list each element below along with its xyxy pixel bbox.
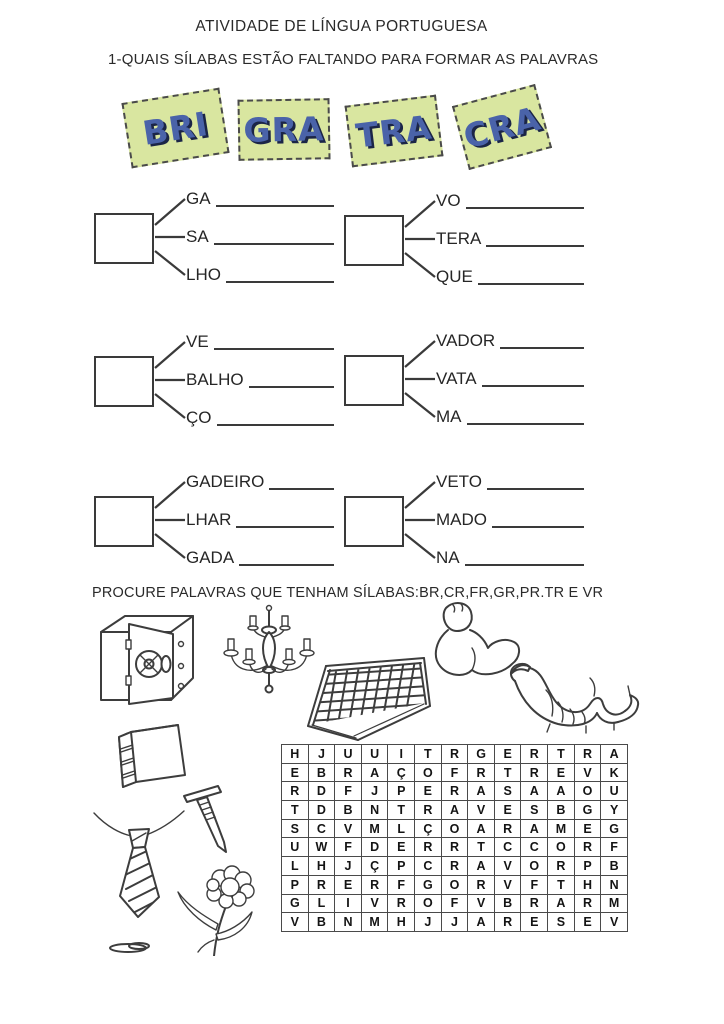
grid-cell: G <box>415 876 442 895</box>
grid-cell: A <box>468 820 495 839</box>
grid-cell: B <box>335 801 362 820</box>
word-ending-row <box>186 331 334 353</box>
answer-blank-line <box>465 564 584 566</box>
grid-cell: V <box>468 895 495 914</box>
grid-cell: V <box>601 913 628 932</box>
grid-cell: H <box>575 876 602 895</box>
word-search-grid <box>281 744 628 932</box>
grid-cell: V <box>495 857 522 876</box>
word-diagram <box>92 186 334 300</box>
grid-cell: R <box>442 838 469 857</box>
word-ending-row <box>436 406 584 428</box>
grid-cell: B <box>548 801 575 820</box>
answer-blank-line <box>239 564 334 566</box>
word-ending-row <box>186 264 334 286</box>
ending-label: SA <box>186 227 209 246</box>
missing-syllable-box <box>94 213 154 264</box>
answer-blank-line <box>486 245 584 247</box>
word-ending-row <box>436 330 584 352</box>
grid-cell: H <box>388 913 415 932</box>
grid-cell: M <box>601 895 628 914</box>
grid-cell: H <box>282 745 309 764</box>
branch-lines <box>154 469 188 583</box>
grid-cell: N <box>362 801 389 820</box>
grid-cell: A <box>548 895 575 914</box>
grid-cell: J <box>362 782 389 801</box>
grid-cell: Ç <box>415 820 442 839</box>
grid-cell: A <box>468 857 495 876</box>
answer-blank-line <box>500 347 584 349</box>
grid-cell: R <box>521 895 548 914</box>
grid-cell: G <box>468 745 495 764</box>
ending-label: TERA <box>436 229 482 248</box>
worm-image <box>502 656 640 742</box>
grid-cell: T <box>548 876 575 895</box>
grid-cell: T <box>468 838 495 857</box>
ending-label: NA <box>436 548 460 567</box>
grid-cell: R <box>388 895 415 914</box>
question-1: 1-QUAIS SÍLABAS ESTÃO FALTANDO PARA FORMAR AS PALAVRAS <box>108 51 599 68</box>
answer-blank-line <box>217 424 335 426</box>
branch-lines <box>404 469 438 583</box>
grid-cell: S <box>282 820 309 839</box>
grid-cell: R <box>282 782 309 801</box>
grid-cell: R <box>442 782 469 801</box>
word-ending-row <box>186 188 334 210</box>
grid-cell: I <box>335 895 362 914</box>
syllable-tile-tra: TRA <box>345 95 444 168</box>
branch-lines <box>154 186 188 300</box>
grid-cell: B <box>601 857 628 876</box>
ending-label: QUE <box>436 267 473 286</box>
grid-cell: R <box>468 876 495 895</box>
grid-cell: M <box>362 913 389 932</box>
grid-cell: T <box>415 745 442 764</box>
grid-cell: E <box>575 913 602 932</box>
ending-label: VO <box>436 191 461 210</box>
grid-cell: D <box>309 782 336 801</box>
grid-cell: M <box>548 820 575 839</box>
grid-cell: J <box>335 857 362 876</box>
word-ending-row <box>186 369 334 391</box>
word-diagram <box>92 329 334 443</box>
word-diagram <box>342 188 584 302</box>
grid-cell: E <box>415 782 442 801</box>
grid-cell: Y <box>601 801 628 820</box>
answer-blank-line <box>236 526 334 528</box>
partial-colored-image <box>108 941 154 953</box>
grid-cell: V <box>335 820 362 839</box>
word-ending-row <box>186 226 334 248</box>
grid-cell: A <box>601 745 628 764</box>
grid-cell: P <box>575 857 602 876</box>
grid-cell: A <box>362 764 389 783</box>
answer-blank-line <box>214 243 334 245</box>
grid-cell: O <box>575 782 602 801</box>
grid-cell: K <box>601 764 628 783</box>
grid-cell: J <box>442 913 469 932</box>
grid-cell: R <box>415 838 442 857</box>
grid-cell: F <box>442 764 469 783</box>
grid-cell: U <box>601 782 628 801</box>
branch-lines <box>154 329 188 443</box>
syllable-tile-cra: CRA <box>452 84 552 170</box>
grid-cell: F <box>601 838 628 857</box>
grid-cell: R <box>521 764 548 783</box>
word-diagram <box>92 469 334 583</box>
grid-cell: F <box>388 876 415 895</box>
ending-label: GADA <box>186 548 235 567</box>
ending-label: BALHO <box>186 370 244 389</box>
grid-cell: E <box>335 876 362 895</box>
grid-cell: V <box>362 895 389 914</box>
grid-cell: L <box>282 857 309 876</box>
grid-cell: W <box>309 838 336 857</box>
grid-cell: B <box>309 764 336 783</box>
grid-cell: M <box>362 820 389 839</box>
missing-syllable-box <box>344 496 404 547</box>
grid-cell: U <box>282 838 309 857</box>
answer-blank-line <box>226 281 334 283</box>
grid-cell: J <box>415 913 442 932</box>
answer-blank-line <box>216 205 334 207</box>
grid-cell: U <box>335 745 362 764</box>
answer-blank-line <box>269 488 334 490</box>
grid-cell: R <box>521 745 548 764</box>
answer-blank-line <box>214 348 334 350</box>
grid-cell: R <box>309 876 336 895</box>
grid-cell: P <box>282 876 309 895</box>
word-ending-row <box>186 547 334 569</box>
grid-cell: F <box>521 876 548 895</box>
grid-cell: J <box>309 745 336 764</box>
grid-cell: E <box>495 745 522 764</box>
ending-label: ÇO <box>186 408 212 427</box>
grid-cell: U <box>362 745 389 764</box>
grid-cell: V <box>575 764 602 783</box>
grid-cell: A <box>548 782 575 801</box>
ending-label: GADEIRO <box>186 472 265 491</box>
ending-label: VETO <box>436 472 482 491</box>
ending-label: MADO <box>436 510 487 529</box>
word-ending-row <box>436 471 584 493</box>
grid-cell: E <box>282 764 309 783</box>
grid-cell: B <box>309 913 336 932</box>
grid-cell: H <box>309 857 336 876</box>
missing-syllable-box <box>344 215 404 266</box>
word-ending-row <box>186 509 334 531</box>
ending-label: LHAR <box>186 510 232 529</box>
grid-cell: E <box>495 801 522 820</box>
grid-cell: F <box>442 895 469 914</box>
grid-cell: P <box>388 857 415 876</box>
carnation-flower-image <box>168 864 266 956</box>
grid-cell: R <box>415 801 442 820</box>
grid-cell: A <box>468 913 495 932</box>
grid-cell: E <box>388 838 415 857</box>
word-ending-row <box>436 266 584 288</box>
grid-cell: T <box>548 745 575 764</box>
answer-blank-line <box>492 526 584 528</box>
grid-cell: T <box>495 764 522 783</box>
page-title: ATIVIDADE DE LÍNGUA PORTUGUESA <box>195 18 488 35</box>
grid-cell: F <box>335 838 362 857</box>
syllable-tile-bri: BRI <box>121 88 229 169</box>
word-diagram <box>342 328 584 442</box>
word-ending-row <box>436 547 584 569</box>
grid-cell: D <box>309 801 336 820</box>
grid-cell: N <box>601 876 628 895</box>
branch-lines <box>404 328 438 442</box>
grid-cell: G <box>601 820 628 839</box>
grid-cell: O <box>442 820 469 839</box>
question-2: PROCURE PALAVRAS QUE TENHAM SÍLABAS:BR,CR,FR,GR,PR.TR E VR <box>92 585 604 601</box>
word-ending-row <box>436 509 584 531</box>
grid-cell: V <box>282 913 309 932</box>
word-ending-row <box>186 407 334 429</box>
grid-cell: N <box>335 913 362 932</box>
grid-cell: O <box>442 876 469 895</box>
grid-cell: R <box>335 764 362 783</box>
word-ending-row <box>436 368 584 390</box>
grid-cell: V <box>468 801 495 820</box>
answer-blank-line <box>249 386 334 388</box>
safe-image <box>93 610 205 710</box>
ending-label: VE <box>186 332 209 351</box>
grid-cell: Ç <box>362 857 389 876</box>
grid-cell: R <box>495 820 522 839</box>
grid-cell: O <box>521 857 548 876</box>
word-ending-row <box>186 471 334 493</box>
grid-cell: R <box>575 895 602 914</box>
grid-cell: R <box>442 745 469 764</box>
ending-label: LHO <box>186 265 221 284</box>
grid-cell: P <box>388 782 415 801</box>
grid-cell: C <box>309 820 336 839</box>
grid-cell: G <box>575 801 602 820</box>
grid-cell: C <box>415 857 442 876</box>
grid-cell: O <box>415 764 442 783</box>
word-ending-row <box>436 190 584 212</box>
grid-cell: R <box>495 913 522 932</box>
answer-blank-line <box>466 207 584 209</box>
grid-cell: S <box>548 913 575 932</box>
grid-cell: R <box>442 857 469 876</box>
grid-cell: O <box>548 838 575 857</box>
grid-cell: T <box>282 801 309 820</box>
grid-cell: E <box>575 820 602 839</box>
grid-cell: T <box>388 801 415 820</box>
grid-cell: A <box>442 801 469 820</box>
grid-cell: R <box>468 764 495 783</box>
answer-blank-line <box>482 385 584 387</box>
grid-cell: B <box>495 895 522 914</box>
syllable-tile-gra: GRA <box>237 98 330 161</box>
book-image <box>110 720 192 790</box>
grid-cell: E <box>521 913 548 932</box>
grid-cell: F <box>335 782 362 801</box>
grid-cell: V <box>495 876 522 895</box>
answer-blank-line <box>467 423 585 425</box>
word-diagram <box>342 469 584 583</box>
grid-cell: R <box>548 857 575 876</box>
missing-syllable-box <box>94 356 154 407</box>
answer-blank-line <box>487 488 584 490</box>
answer-blank-line <box>478 283 584 285</box>
grid-cell: S <box>495 782 522 801</box>
grid-cell: A <box>521 820 548 839</box>
ending-label: VADOR <box>436 331 496 350</box>
missing-syllable-box <box>94 496 154 547</box>
grid-cell: R <box>575 745 602 764</box>
branch-lines <box>404 188 438 302</box>
grid-cell: G <box>282 895 309 914</box>
grid-cell: A <box>468 782 495 801</box>
ending-label: MA <box>436 407 462 426</box>
grid-cell: O <box>415 895 442 914</box>
grid-cell: L <box>388 820 415 839</box>
grid-cell: C <box>495 838 522 857</box>
grid-cell: L <box>309 895 336 914</box>
word-ending-row <box>436 228 584 250</box>
missing-syllable-box <box>344 355 404 406</box>
grid-cell: I <box>388 745 415 764</box>
grid-cell: S <box>521 801 548 820</box>
grid-cell: E <box>548 764 575 783</box>
grid-cell: C <box>521 838 548 857</box>
grid-cell: Ç <box>388 764 415 783</box>
nail-image <box>178 783 240 865</box>
ending-label: GA <box>186 189 211 208</box>
grid-cell: A <box>521 782 548 801</box>
grid-cell: D <box>362 838 389 857</box>
grid-cell: R <box>575 838 602 857</box>
ending-label: VATA <box>436 369 477 388</box>
grid-cell: R <box>362 876 389 895</box>
